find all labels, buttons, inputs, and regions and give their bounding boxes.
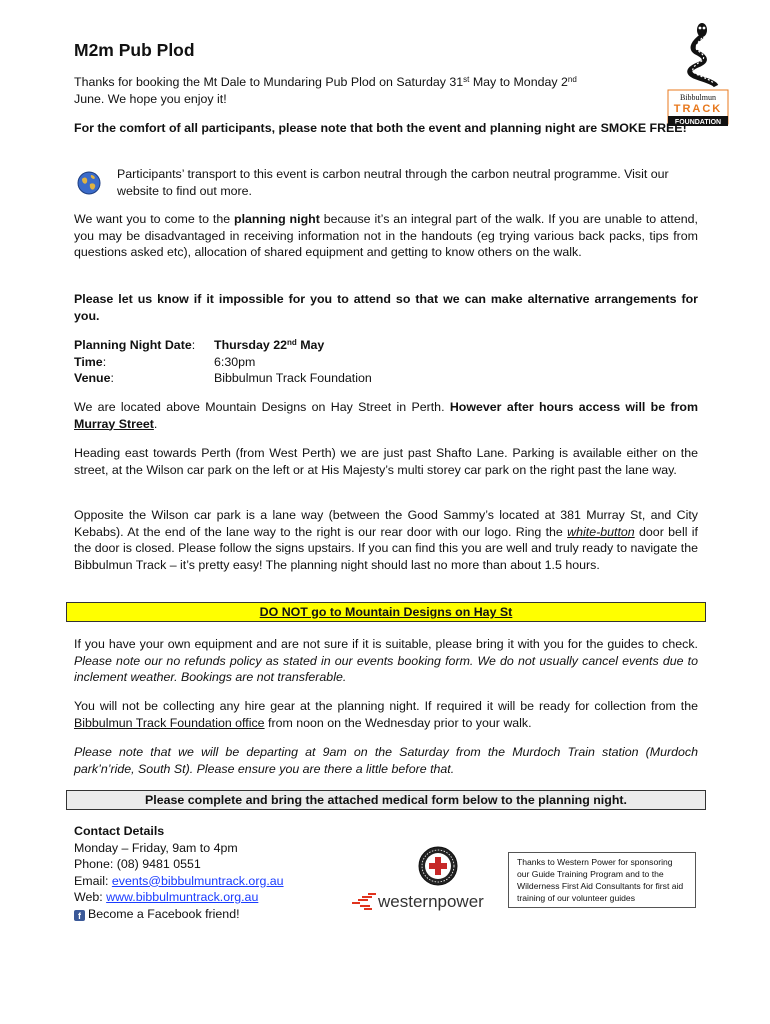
logo-line1: Bibbulmun: [679, 93, 717, 102]
venue-label: Venue: [74, 371, 111, 385]
sponsor-thanks-box: Thanks to Western Power for sponsoring our Guide Training Program and to the Wilderness First Aid Consultants for first aid training of our volunteer guides: [508, 852, 696, 908]
warning-box: DO NOT go to Mountain Designs on Hay St: [66, 602, 706, 622]
facebook-link[interactable]: f Become a Facebook friend!: [74, 906, 284, 923]
logo-line3: FOUNDATION: [674, 119, 722, 126]
wilderness-first-aid-seal-icon: [418, 846, 458, 886]
website-link[interactable]: www.bibbulmuntrack.org.au: [106, 890, 259, 904]
directions-paragraph: Heading east towards Perth (from West Perth) we are just past Shafto Lane. Parking is available either on the street, at the Wilson car park on the left or at His Majesty’s multi storey car park on the right past the lane way.: [74, 446, 698, 477]
logo-line2: TRACK: [673, 103, 723, 115]
page-title: M2m Pub Plod: [74, 40, 195, 60]
smoke-free-notice: For the comfort of all participants, please note that both the event and planning night are SMOKE FREE!: [74, 121, 687, 135]
western-power-wordmark: westernpower: [378, 892, 484, 911]
attendance-request: Please let us know if it impossible for you to attend so that we can make alternative arrangements for you.: [74, 292, 698, 323]
planning-night-paragraph: We want you to come to the planning night because it’s an integral part of the walk. If you are unable to attend, you may be disadvantaged in receiving information not in the handouts (eg trying various back packs, tips from questions asked etc), allocation of shared equipment and getting to know others on the walk.: [74, 212, 698, 259]
western-power-logo: [350, 888, 500, 914]
planning-night-details: Planning Night Date: Thursday 22nd May Time: 6:30pm Venue: Bibbulmun Track Foundation: [74, 338, 372, 385]
hire-gear-paragraph: You will not be collecting any hire gear at the planning night. If required it will be ready for collection from the Bibbulmun Track Foundation office from noon on the Wednesday prior to your walk.: [74, 699, 698, 730]
email-link[interactable]: events@bibbulmuntrack.org.au: [111, 873, 284, 888]
venue-value: Bibbulmun Track Foundation: [214, 371, 372, 385]
contact-details: Contact Details Monday – Friday, 9am to 4pm Phone: (08) 9481 0551 Email: events@bibbulmuntrack.org.au Web: www.bibbulmuntrack.org.au f Become a Facebook friend!: [74, 824, 284, 921]
contact-heading: Contact Details: [74, 824, 165, 838]
facebook-icon: f: [74, 910, 85, 921]
contact-hours: Monday – Friday, 9am to 4pm: [74, 840, 238, 855]
equipment-paragraph: If you have your own equipment and are not sure if it is suitable, please bring it with you for the guides to check. Please note our no refunds policy as stated in our events booking form. We do not usually cancel events due to inclement weather. Bookings are not transferable.: [74, 637, 698, 684]
lane-way-paragraph: Opposite the Wilson car park is a lane way (between the Good Sammy’s located at 381 Murray St, and City Kebabs). At the end of the lane way to the right is our rear door with our logo. Ring the white-button door bell if the door is closed. Please follow the signs upstairs. If you can find this you are well and truly ready to navigate the Bibbulmun Track – it’s pretty easy! The planning night should last no more than about 1.5 hours.: [74, 508, 698, 572]
time-value: 6:30pm: [214, 354, 256, 369]
intro-paragraph: Thanks for booking the Mt Dale to Mundaring Pub Plod on Saturday 31st May to Monday 2nd June. We hope you enjoy it!: [74, 75, 577, 106]
globe-icon: [76, 170, 102, 196]
date-value: Thursday 22nd May: [214, 338, 325, 352]
medical-form-box: Please complete and bring the attached medical form below to the planning night.: [66, 790, 706, 810]
contact-phone: Phone: (08) 9481 0551: [74, 857, 201, 871]
time-label: Time: [74, 354, 103, 369]
carbon-neutral-note: Participants’ transport to this event is carbon neutral through the carbon neutral programme. Visit our website to find out more.: [117, 167, 669, 198]
location-paragraph: We are located above Mountain Designs on Hay Street in Perth. However after hours access will be from Murray Street.: [74, 400, 699, 431]
departure-paragraph: Please note that we will be departing at 9am on the Saturday from the Murdoch Train station (Murdoch park’n’ride, South St). Please ensure you are there a little before that.: [74, 745, 698, 776]
date-label: Planning Night Date: [74, 338, 192, 352]
